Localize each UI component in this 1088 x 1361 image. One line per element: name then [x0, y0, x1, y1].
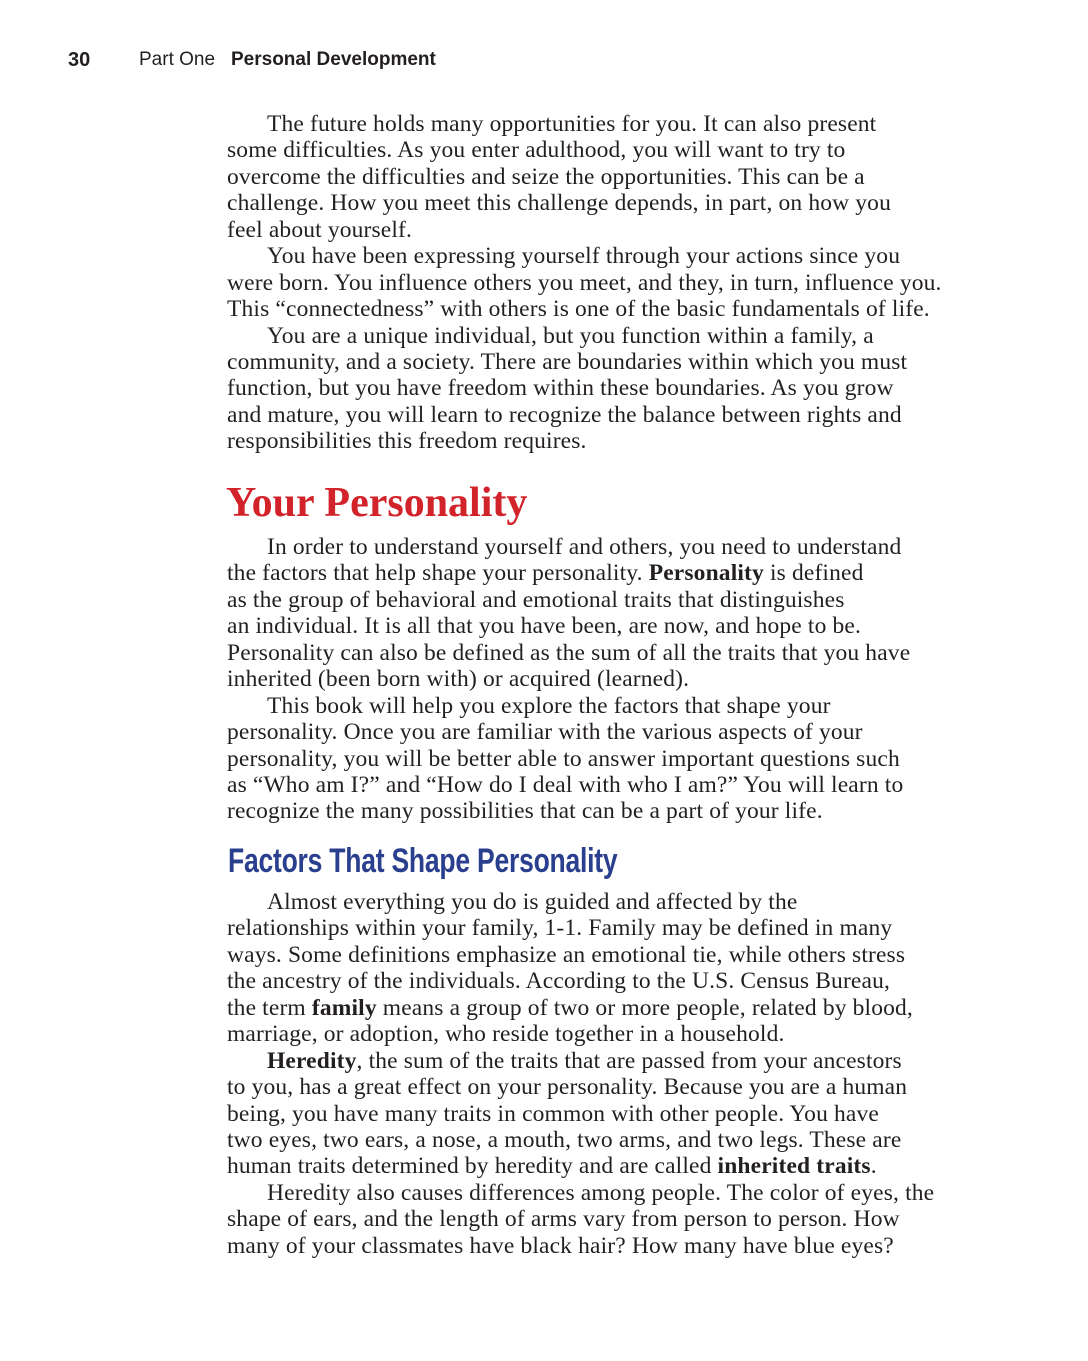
text-line	[227, 1021, 934, 1047]
text-run: You have been expressing yourself through your actions since you	[267, 243, 901, 270]
intro-text	[227, 111, 942, 455]
text-run: feel about yourself.	[227, 216, 413, 243]
text-run: relationships within your family, 1-1. Family may be defined in many	[227, 915, 893, 942]
heading-your-personality: Your Personality	[226, 480, 528, 526]
text-run: the term	[227, 994, 312, 1021]
text-run: two eyes, two ears, a nose, a mouth, two arms, and two legs. These are	[227, 1126, 902, 1153]
text-line	[227, 217, 942, 243]
text-run: ways. Some definitions emphasize an emotional tie, while others stress	[227, 941, 906, 968]
text-line	[227, 915, 934, 941]
text-line	[227, 666, 910, 692]
text-line	[227, 995, 934, 1021]
text-line	[227, 1074, 934, 1100]
text-line	[227, 587, 910, 613]
text-line	[227, 889, 934, 915]
text-run: human traits determined by heredity and are called	[227, 1153, 718, 1180]
text-line	[227, 772, 910, 798]
text-run: as the group of behavioral and emotional traits that distinguishes	[227, 586, 845, 613]
key-term: Heredity	[267, 1047, 357, 1074]
text-run: many of your classmates have black hair? How many have blue eyes?	[227, 1232, 894, 1259]
text-run: community, and a society. There are boundaries within which you must	[227, 348, 908, 375]
text-line	[227, 428, 942, 454]
text-line	[227, 270, 942, 296]
text-run: overcome the difficulties and seize the opportunities. This can be a	[227, 163, 865, 190]
text-run: This book will help you explore the factors that shape your	[267, 692, 831, 719]
text-line	[227, 137, 942, 163]
text-line	[227, 1127, 934, 1153]
personality-text	[227, 534, 910, 825]
text-run: .	[870, 1153, 877, 1180]
text-run: as “Who am I?” and “How do I deal with who I am?” You will learn to	[227, 771, 904, 798]
text-line	[227, 1048, 934, 1074]
key-term: inherited traits	[717, 1153, 871, 1180]
text-run: an individual. It is all that you have been, are now, and hope to be.	[227, 613, 862, 640]
text-run: personality. Once you are familiar with the various aspects of your	[227, 719, 863, 746]
heading-factors: Factors That Shape Personality	[228, 842, 618, 880]
page-number: 30	[68, 49, 91, 71]
key-term: Personality	[648, 560, 764, 587]
text-run: This “connectedness” with others is one of the basic fundamentals of life.	[227, 296, 930, 323]
key-term: family	[311, 994, 377, 1021]
text-run: You are a unique individual, but you function within a family, a	[267, 322, 874, 349]
text-run: function, but you have freedom within these boundaries. As you grow	[227, 375, 894, 402]
text-run: In order to understand yourself and others, you need to understand	[267, 534, 902, 560]
text-line	[227, 1101, 934, 1127]
text-run: shape of ears, and the length of arms vary from person to person. How	[227, 1206, 900, 1233]
text-line	[227, 798, 910, 824]
text-run: inherited (been born with) or acquired (learned).	[227, 666, 690, 693]
text-run: marriage, or adoption, who reside together in a household.	[227, 1021, 785, 1048]
text-run: some difficulties. As you enter adulthood, you will want to try to	[227, 137, 846, 164]
running-head-part: Part One	[139, 49, 216, 70]
text-line	[227, 719, 910, 745]
text-run: challenge. How you meet this challenge depends, in part, on how you	[227, 190, 891, 217]
running-head-section: Personal Development	[231, 49, 436, 70]
text-line	[227, 640, 910, 666]
text-line	[227, 323, 942, 349]
text-run: means a group of two or more people, related by blood,	[376, 994, 913, 1021]
text-run: Heredity also causes differences among people. The color of eyes, the	[267, 1179, 935, 1206]
text-line	[227, 349, 942, 375]
text-run: being, you have many traits in common with other people. You have	[227, 1100, 879, 1127]
text-line	[227, 1153, 934, 1179]
text-line	[227, 375, 942, 401]
text-line	[227, 560, 910, 586]
text-line	[227, 1233, 934, 1259]
text-line	[227, 111, 942, 137]
text-line	[227, 243, 942, 269]
text-run: recognize the many possibilities that can be a part of your life.	[227, 798, 823, 825]
text-line	[227, 1180, 934, 1206]
text-run: to you, has a great effect on your personality. Because you are a human	[227, 1074, 908, 1101]
text-line	[227, 968, 934, 994]
text-run: personality, you will be better able to answer important questions such	[227, 745, 900, 772]
text-run: Personality can also be defined as the sum of all the traits that you have	[227, 639, 911, 666]
text-line	[227, 534, 910, 560]
text-line	[227, 746, 910, 772]
text-run: and mature, you will learn to recognize the balance between rights and	[227, 401, 902, 428]
text-line	[227, 613, 910, 639]
text-run: were born. You influence others you meet, and they, in turn, influence you.	[227, 269, 942, 296]
text-line	[227, 1206, 934, 1232]
text-line	[227, 402, 942, 428]
text-line	[227, 942, 934, 968]
text-run: the factors that help shape your personality.	[227, 560, 649, 587]
text-line	[227, 296, 942, 322]
text-line	[227, 190, 942, 216]
text-run: the ancestry of the individuals. According to the U.S. Census Bureau,	[227, 968, 891, 995]
factors-text	[227, 889, 934, 1259]
text-run: , the sum of the traits that are passed from your ancestors	[356, 1047, 902, 1074]
text-run: is defined	[763, 560, 864, 587]
text-line	[227, 164, 942, 190]
text-line	[227, 693, 910, 719]
text-run: The future holds many opportunities for you. It can also present	[267, 111, 877, 137]
text-run: Almost everything you do is guided and affected by the	[267, 889, 798, 915]
text-run: responsibilities this freedom requires.	[227, 428, 587, 455]
